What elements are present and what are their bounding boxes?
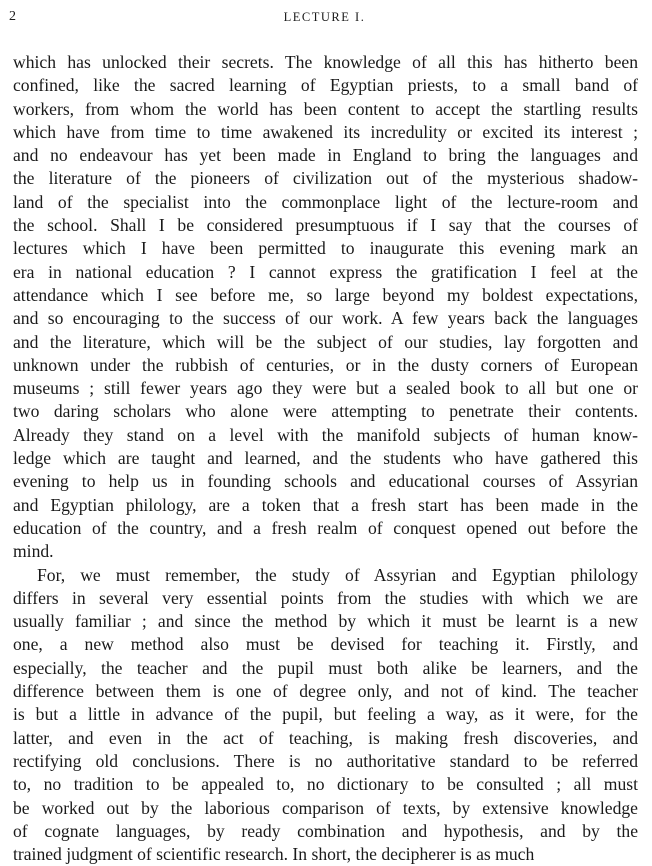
text-line: rectifying old conclusions. There is no authoritative standard to be referred (13, 750, 638, 771)
text-line: difference between them is one of degree only, and not of kind. The teacher (13, 681, 638, 702)
text-line: the school. Shall I be considered presumptuous if I say that the courses of (13, 215, 638, 236)
text-line: especially, the teacher and the pupil must both alike be learners, and the (13, 657, 638, 678)
text-line: be worked out by the laborious comparison of texts, by extensive knowledge (13, 797, 638, 818)
text-line: trained judgment of scientific research. In short, the decipherer is as much (13, 844, 535, 865)
page-number: 2 (9, 9, 16, 24)
text-line: which have from time to time awakened its incredulity or excited its interest ; (13, 121, 638, 142)
text-line: land of the specialist into the commonplace light of the lecture-room and (13, 191, 638, 212)
text-line: and so encouraging to the success of our work. A few years back the languages (13, 308, 638, 329)
text-line: mind. (13, 541, 54, 562)
text-line: ledge which are taught and learned, and the students who have gathered this (13, 448, 638, 469)
text-line: differs in several very essential points from the studies with which we are (13, 587, 638, 608)
text-line: and the literature, which will be the subject of our studies, lay forgotten and (13, 331, 638, 352)
text-line: era in national education ? I cannot express the gratification I feel at the (13, 261, 638, 282)
text-line: which has unlocked their secrets. The knowledge of all this has hitherto been (13, 52, 638, 72)
page-header (9, 9, 640, 29)
text-line: of cognate languages, by ready combination and hypothesis, and by the (13, 820, 638, 841)
text-line: lectures which I have been permitted to inaugurate this evening mark an (13, 238, 638, 259)
text-line: and Egyptian philology, are a token that a fresh start has been made in the (13, 494, 638, 515)
running-head: LECTURE I. (283, 10, 366, 24)
text-line: attendance which I see before me, so large beyond my boldest expectations, (13, 284, 638, 305)
text-line: For, we must remember, the study of Assyrian and Egyptian philology (37, 564, 638, 585)
text-line: evening to help us in founding schools and educational courses of Assyrian (13, 471, 638, 492)
text-line: and no endeavour has yet been made in England to bring the languages and (13, 145, 638, 166)
text-line: two daring scholars who alone were attempting to penetrate their contents. (13, 401, 638, 422)
text-line: museums ; still fewer years ago they were but a sealed book to all but one or (13, 378, 638, 399)
text-line: Already they stand on a level with the manifold subjects of human know- (13, 424, 638, 445)
text-line: confined, like the sacred learning of Egyptian priests, to a small band of (13, 75, 638, 96)
paragraph (13, 51, 638, 564)
paragraph (13, 564, 638, 866)
body-text (13, 51, 638, 866)
text-line: the literature of the pioneers of civilization out of the mysterious shadow- (13, 168, 638, 189)
text-line: is but a little in advance of the pupil, but feeling a way, as it were, for the (13, 704, 638, 725)
text-line: unknown under the rubbish of centuries, or in the dusty corners of European (13, 354, 638, 375)
text-line: usually familiar ; and since the method by which it must be learnt is a new (13, 611, 638, 632)
text-line: latter, and even in the act of teaching, is making fresh discoveries, and (13, 727, 638, 748)
text-line: workers, from whom the world has been content to accept the startling results (13, 98, 638, 119)
text-line: one, a new method also must be devised for teaching it. Firstly, and (13, 634, 638, 655)
text-line: education of the country, and a fresh realm of conquest opened out before the (13, 517, 638, 538)
text-line: to, no tradition to be appealed to, no dictionary to be consulted ; all must (13, 774, 638, 795)
